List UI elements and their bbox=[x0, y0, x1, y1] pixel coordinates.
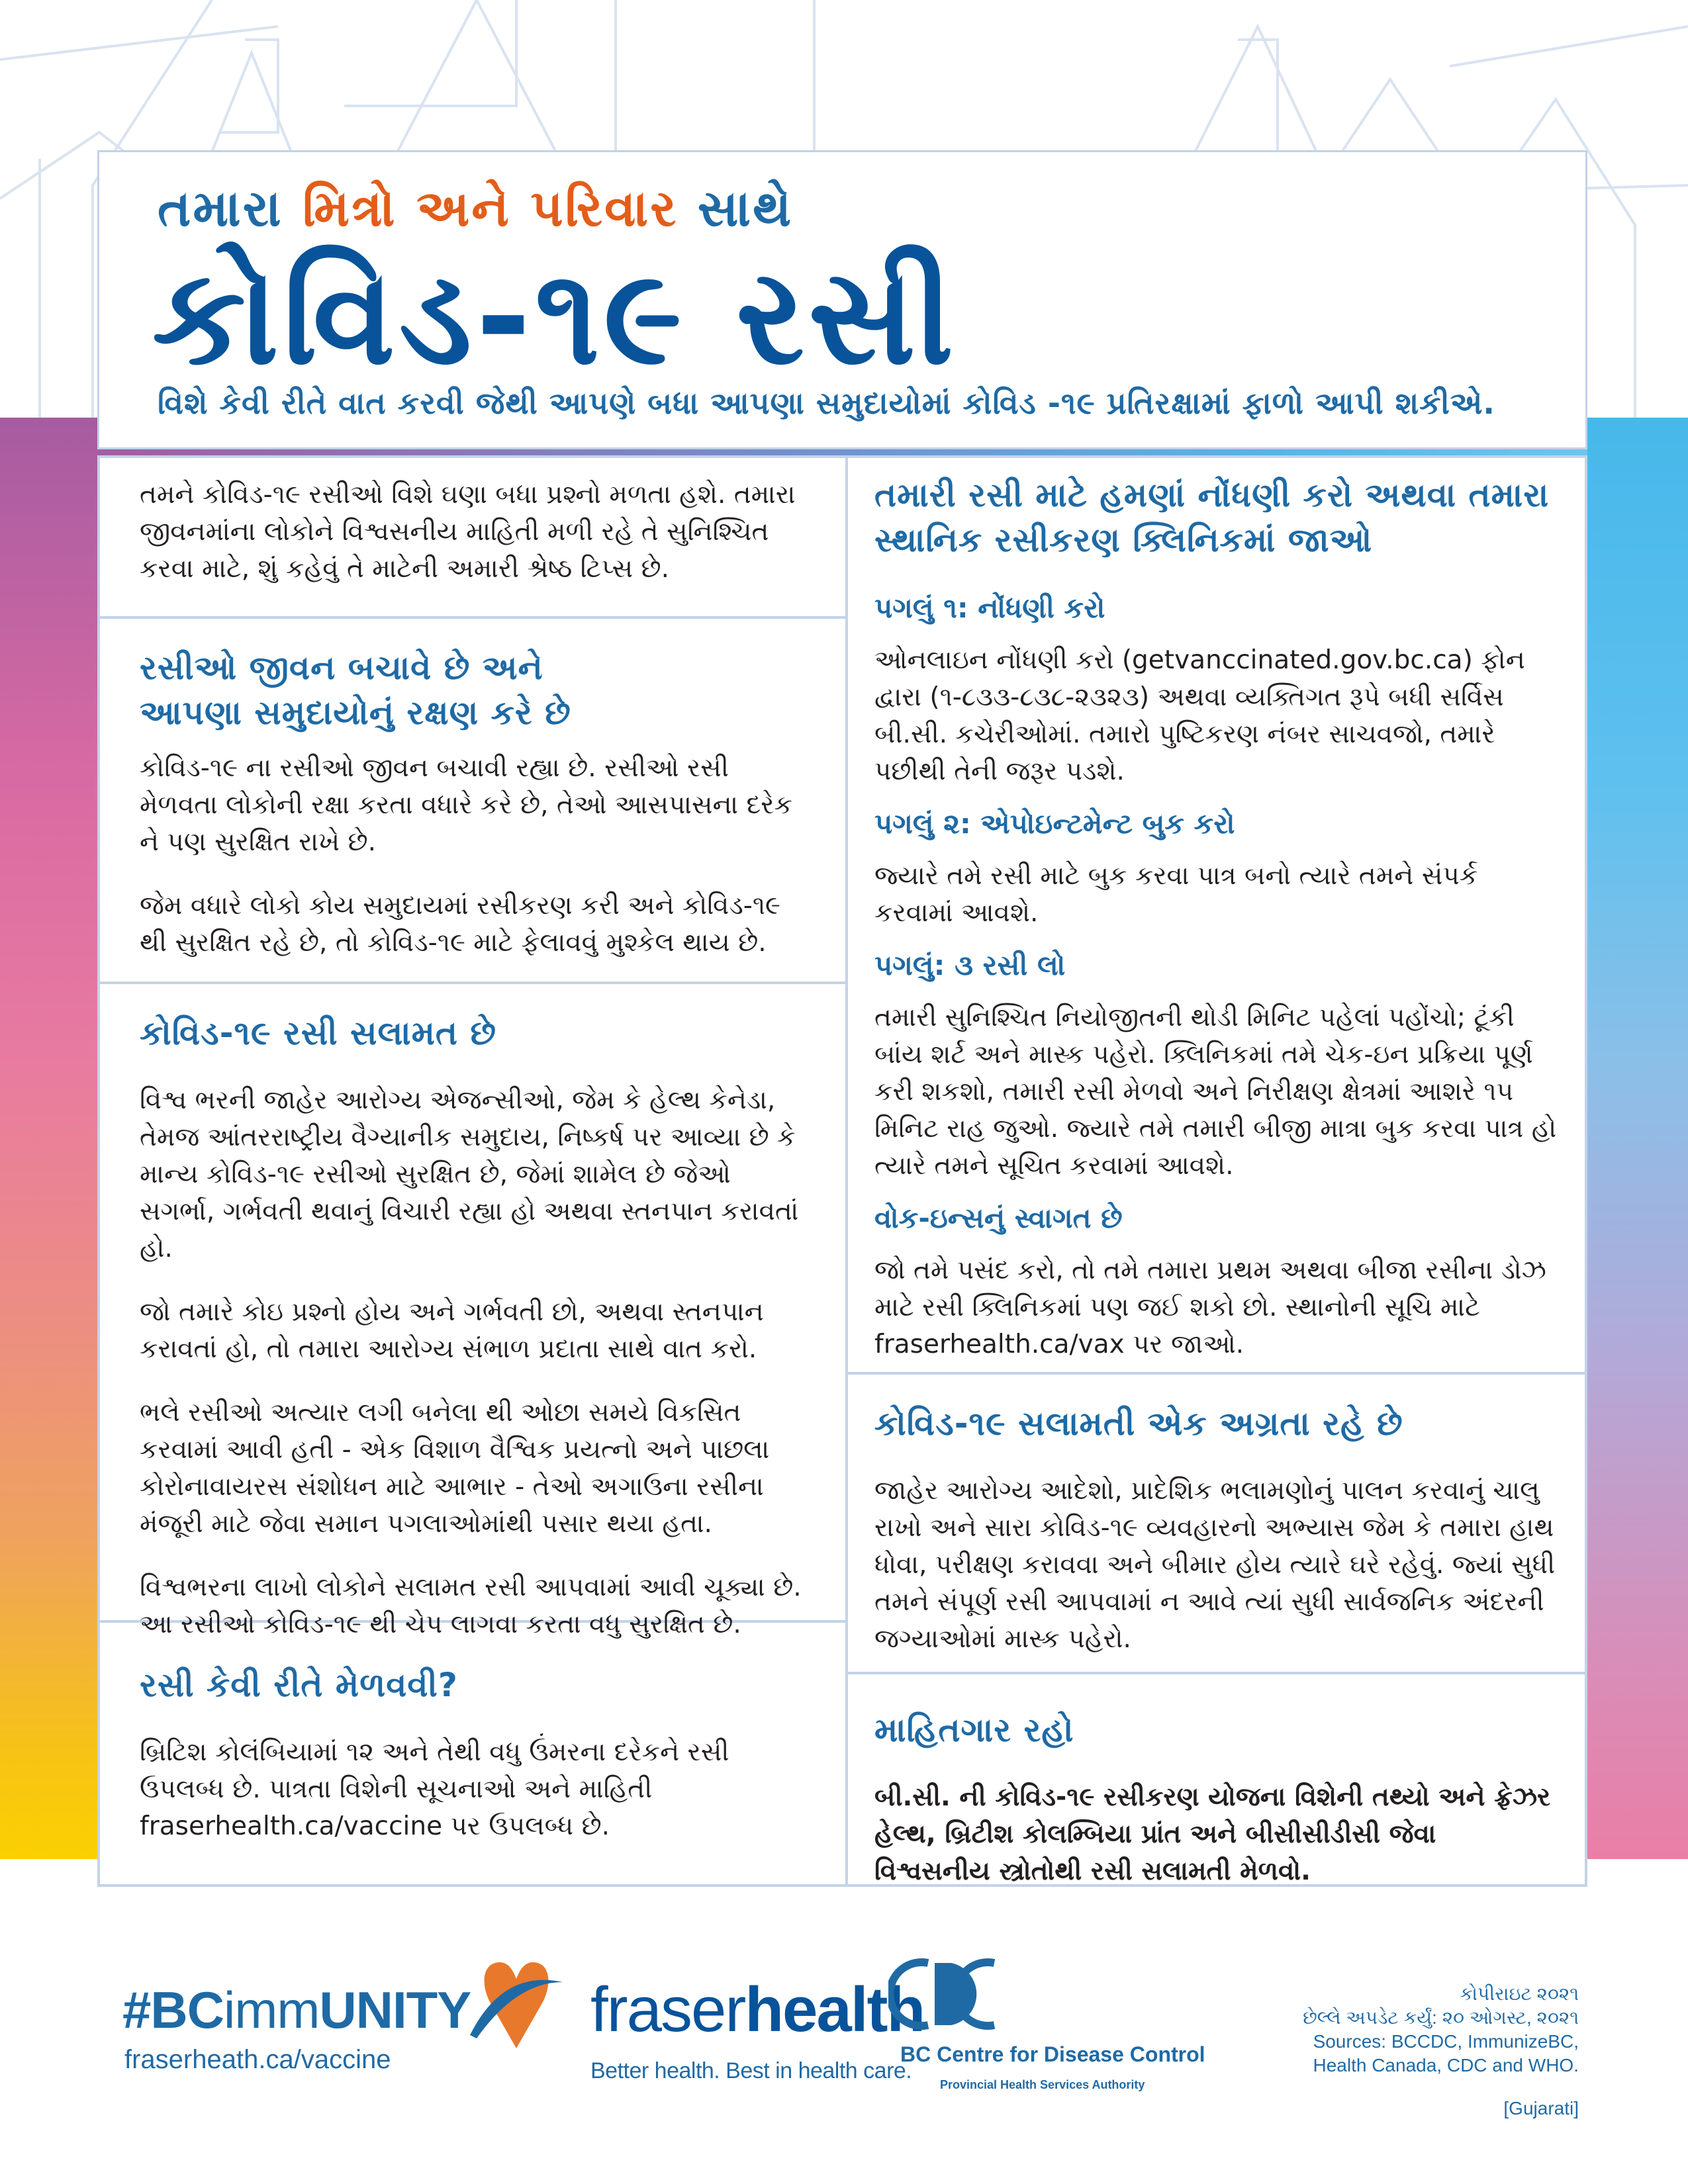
bccdc-name: BC Centre for Disease Control bbox=[900, 2042, 1205, 2066]
bccdc-subtitle: Provincial Health Services Authority bbox=[940, 2078, 1145, 2091]
step1-label: પગલું ૧: નોંધણી કરો bbox=[874, 592, 1105, 624]
how-to-get-section bbox=[100, 1623, 845, 1884]
main-content bbox=[97, 455, 1587, 1887]
priority-section bbox=[848, 1375, 1585, 1674]
footer bbox=[0, 1919, 1688, 2184]
pre-title-start: તમારા bbox=[158, 179, 303, 238]
vaccine-safe-section bbox=[100, 984, 845, 1639]
walkin-label: વોક-ઇન્સનું સ્વાગત છે bbox=[874, 1202, 1123, 1234]
stay-informed-heading: માહિતગાર રહો bbox=[874, 1711, 1074, 1749]
copyright: કોપીરાઇટ ૨૦૨૧ bbox=[1460, 1983, 1579, 2004]
vaccine-link[interactable]: fraserheath.ca/vaccine bbox=[124, 2045, 391, 2074]
save-lives-section bbox=[100, 619, 845, 984]
how-to-get-p1: બ્રિટિશ કોલંબિયામાં ૧૨ અને તેથી વધુ ઉંમરના દરેકને રસી ઉપલબ્ધ છે. પાત્રતા વિશેની સૂચનાઓ અને માહિતી fraserhealth.ca/vaccine પર ઉપલબ્ધ છે. bbox=[140, 1737, 729, 1841]
save-lives-p2: જેમ વધારે લોકો કોય સમુદાયમાં રસીકરણ કરી અને કોવિડ-૧૯ થી સુરક્ષિત રહે છે, તો કોવિડ-૧૯ માટે ફેલાવવું મુશ્કેલ થાય છે. bbox=[140, 891, 781, 958]
step2-text: જ્યારે તમે રસી માટે બુક કરવા પાત્ર બનો ત્યારે તમને સંપર્ક કરવામાં આવશે. bbox=[874, 861, 1478, 928]
intro-text: તમને કોવિડ-૧૯ રસીઓ વિશે ઘણા બધા પ્રશ્નો મળતા હશે. તમારા જીવનમાંના લોકોને વિશ્વસનીય માહિતી મળી રહે તે સુનિશ્ચિત કરવા માટે, શું કહેવું તે માટેની અમારી શ્રેષ્ઠ ટિપ્સ છે. bbox=[140, 480, 796, 584]
pre-title-end: સાથે bbox=[678, 179, 794, 238]
page-title: કોવિડ-૧૯ રસી bbox=[152, 240, 958, 394]
pre-title bbox=[158, 179, 793, 239]
step1-text: ઓનલાઇન નોંધણી કરો (getvanccinated.gov.bc.ca) ફોન દ્વારા (૧-૮૩૩-૮૩૮-૨૩૨૩) અથવા વ્યક્તિગત રૂપે બધી સર્વિસ બી.સી. કચેરીઓમાં. તમારો પુષ્ટિકરણ નંબર સાચવજો, તમારે પછીથી તેની જરૂર પડશે. bbox=[874, 645, 1525, 786]
document-meta bbox=[1303, 1982, 1579, 2077]
right-column bbox=[848, 458, 1585, 1884]
save-lives-heading-1: રસીઓ જીવન બચાવે છે અને bbox=[140, 649, 543, 687]
vaccine-safe-heading: કોવિડ-૧૯ રસી સલામત છે bbox=[140, 1014, 497, 1052]
hashtag-part: UNITY bbox=[319, 1981, 471, 2039]
save-lives-p1: કોવિડ-૧૯ ના રસીઓ જીવન બચાવી રહ્યા છે. રસીઓ રસી મેળવતા લોકોની રક્ષા કરતા વધારે કરે છે, તેઓ આસપાસના દરેક ને પણ સુરક્ષિત રાખે છે. bbox=[140, 753, 792, 857]
gradient-band-left bbox=[0, 418, 97, 1859]
hashtag-part: imm bbox=[224, 1981, 320, 2039]
last-updated: છેલ્લે અપડેટ કર્યું: ૨૦ ઓગસ્ટ, ૨૦૨૧ bbox=[1303, 2007, 1579, 2028]
how-to-get-heading: રસી કેવી રીતે મેળવવી? bbox=[140, 1666, 458, 1704]
fraser-health-tagline: Better health. Best in health care. bbox=[590, 2058, 912, 2083]
intro-section bbox=[100, 458, 845, 619]
stay-informed-section bbox=[848, 1674, 1585, 1884]
fraser-health-logo bbox=[590, 1974, 924, 2046]
vaccine-safe-p4: વિશ્વભરના લાખો લોકોને સલામત રસી આપવામાં આવી ચૂક્યા છે. આ રસીઓ કોવિડ-૧૯ થી ચેપ લાગવા કરતા વધુ સુરક્ષિત છે. bbox=[140, 1572, 802, 1639]
header-box bbox=[97, 150, 1587, 449]
vaccine-safe-p2: જો તમારે કોઇ પ્રશ્નો હોય અને ગર્ભવતી છો, અથવા સ્તનપાન કરાવતાં હો, તો તમારા આરોગ્ય સંભાળ પ્રદાતા સાથે વાત કરો. bbox=[140, 1297, 764, 1364]
stay-informed-p1: બી.સી. ની કોવિડ-૧૯ રસીકરણ યોજના વિશેની તથ્યો અને ફ્રેઝર હેલ્થ, બ્રિટીશ કોલમ્બિયા પ્રાંત અને બીસીસીડીસી જેવા વિશ્વસનીય સ્ત્રોતોથી રસી સલામતી મેળવો. bbox=[874, 1782, 1551, 1886]
step2-label: પગલું ૨: એપોઇન્ટમેન્ટ બુક કરો bbox=[874, 807, 1235, 840]
fh-name-bold: health bbox=[745, 1974, 925, 2045]
fh-name-light: fraser bbox=[590, 1974, 745, 2045]
save-lives-heading-2: આપણા સમુદાયોનું રક્ષણ કરે છે bbox=[140, 694, 571, 732]
vaccine-safe-p1: વિશ્વ ભરની જાહેર આરોગ્ય એજન્સીઓ, જેમ કે હેલ્થ કેનેડા, તેમજ આંતરરાષ્ટ્રીય વૈગ્યાનીક સમુદાય, નિષ્કર્ષ પર આવ્યા છે કે માન્ય કોવિડ-૧૯ રસીઓ સુરક્ષિત છે, જેમાં શામેલ છે જેઓ સગર્ભા, ગર્ભવતી થવાનું વિચારી રહ્યા હો અથવા સ્તનપાન કરાવતાં હો. bbox=[140, 1085, 799, 1263]
priority-p1: જાહેર આરોગ્ય આદેશો, પ્રાદેશિક ભલામણોનું પાલન કરવાનું ચાલુ રાખો અને સારા કોવિડ-૧૯ વ્યવહારનો અભ્યાસ જેમ કે તમારા હાથ ધોવા, પરીક્ષણ કરાવવા અને બીમાર હોય ત્યારે ઘરે રહેવું. જ્યાં સુધી તમને સંપૂર્ણ રસી આપવામાં ન આવે ત્યાં સુધી સાર્વજનિક અંદરની જગ્યાઓમાં માસ્ક પહેરો. bbox=[874, 1476, 1556, 1654]
left-column bbox=[100, 458, 848, 1884]
gradient-band-right bbox=[1587, 418, 1688, 1859]
vaccine-safe-p3: ભલે રસીઓ અત્યાર લગી બનેલા થી ઓછા સમયે વિકસિત કરવામાં આવી હતી - એક વિશાળ વૈશ્વિક પ્રયત્નો અને પાછલા કોરોનાવાયરસ સંશોધન માટે આભાર - તેઓ અગાઉના રસીના મંજૂરી માટે જેવા સમાન પગલાઓમાંથી પસાર થયા હતા. bbox=[140, 1398, 770, 1539]
page-subtitle: વિશે કેવી રીતે વાત કરવી જેથી આપણે બધા આપણા સમુદાયોમાં કોવિડ -૧૯ પ્રતિરક્ષામાં ફાળો આપી શકીએ. bbox=[158, 385, 1495, 421]
pre-title-accent: મિત્રો અને પરિવાર bbox=[303, 179, 679, 238]
register-heading: તમારી રસી માટે હમણાં નોંધણી કરો અથવા તમારા સ્થાનિક રસીકરણ ક્લિનિકમાં જાઓ bbox=[874, 476, 1550, 559]
language-label: [Gujarati] bbox=[1503, 2098, 1579, 2118]
sources-line-2: Health Canada, CDC and WHO. bbox=[1313, 2055, 1579, 2075]
walkin-text: જો તમે પસંદ કરો, તો તમે તમારા પ્રથમ અથવા બીજા રસીના ડોઝ માટે રસી ક્લિનિકમાં પણ જઈ શકો છો. સ્થાનોની સૂચિ માટે fraserhealth.ca/vax પર જાઓ. bbox=[874, 1255, 1546, 1359]
priority-heading: કોવિડ-૧૯ સલામતી એક અગ્રતા રહે છે bbox=[874, 1404, 1403, 1443]
bccdc-logo-icon bbox=[888, 1958, 1021, 2030]
sources-line-1: Sources: BCCDC, ImmunizeBC, bbox=[1313, 2031, 1579, 2052]
fraser-health-heart-icon bbox=[463, 1956, 569, 2055]
register-section bbox=[848, 458, 1585, 1375]
step3-label: પગલું: ૩ રસી લો bbox=[874, 949, 1066, 981]
step3-text: તમારી સુનિશ્ચિત નિયોજીતની થોડી મિનિટ પહેલાં પહોંચો; ટૂંકી બાંય શર્ટ અને માસ્ક પહેરો. ક્લિનિકમાં તમે ચેક-ઇન પ્રક્રિયા પૂર્ણ કરી શકશો, તમારી રસી મેળવો અને નિરીક્ષણ ક્ષેત્રમાં આશરે ૧૫ મિનિટ રાહ જુઓ. જ્યારે તમે તમારી બીજી માત્રા બુક કરવા પાત્ર હો ત્યારે તમને સૂચિત કરવામાં આવશે. bbox=[874, 1003, 1557, 1181]
hashtag bbox=[122, 1980, 471, 2040]
hashtag-part: #BC bbox=[122, 1981, 224, 2039]
